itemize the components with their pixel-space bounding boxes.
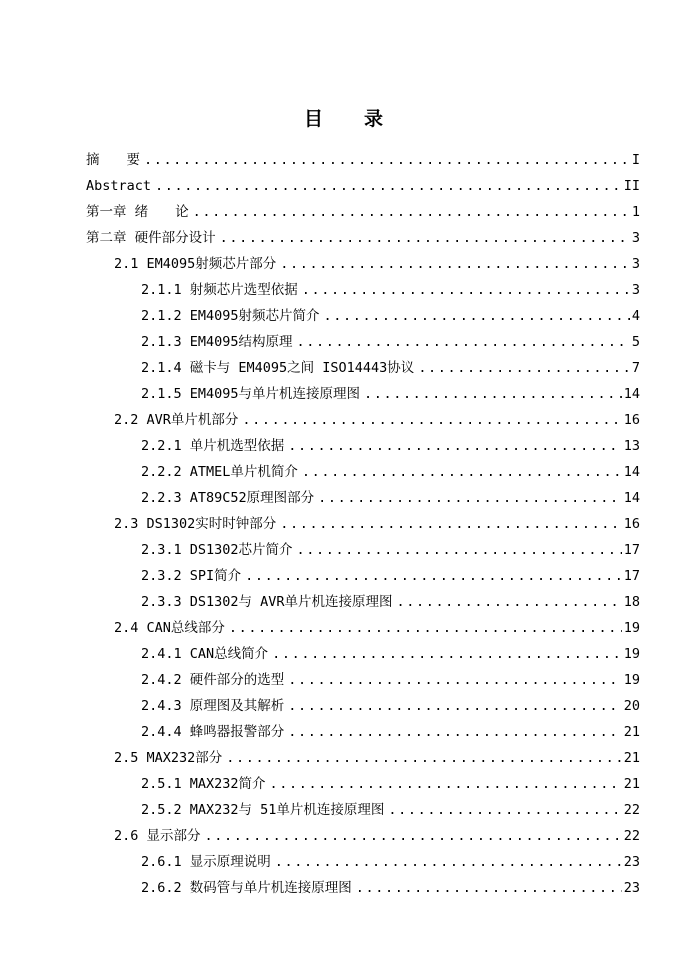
toc-entry[interactable] <box>0 589 688 615</box>
toc-dot-leader <box>388 797 621 823</box>
title-char-right: 录 <box>364 108 385 130</box>
toc-entry[interactable] <box>0 485 688 511</box>
toc-entry-row <box>141 355 640 381</box>
toc-entry[interactable] <box>0 407 688 433</box>
toc-entry[interactable] <box>0 719 688 745</box>
toc-page-number: 19 <box>622 615 640 641</box>
toc-page-number: 17 <box>622 563 640 589</box>
toc-entry-row <box>141 277 640 303</box>
toc-page-number: 1 <box>630 199 640 225</box>
toc-entry-label: Abstract <box>86 173 155 199</box>
toc-entry-label: 2.4.2 硬件部分的选型 <box>141 667 288 693</box>
toc-entry-label: 2.2 AVR单片机部分 <box>114 407 242 433</box>
toc-entry[interactable] <box>0 615 688 641</box>
toc-dot-leader <box>229 615 622 641</box>
toc-entry[interactable] <box>0 537 688 563</box>
toc-entry[interactable] <box>0 381 688 407</box>
toc-entry-label: 2.1.4 磁卡与 EM4095之间 ISO14443协议 <box>141 355 418 381</box>
toc-entry-row <box>114 615 640 641</box>
toc-entry[interactable] <box>0 251 688 277</box>
toc-entry-label: 第一章 绪 论 <box>86 199 193 225</box>
toc-entry[interactable] <box>0 199 688 225</box>
toc-entry[interactable] <box>0 875 688 901</box>
toc-page-number: 16 <box>622 511 640 537</box>
toc-entry[interactable] <box>0 355 688 381</box>
toc-entry-label: 2.1.3 EM4095结构原理 <box>141 329 297 355</box>
toc-dot-leader <box>280 251 630 277</box>
toc-dot-leader <box>220 225 630 251</box>
toc-entry-row <box>86 225 640 251</box>
toc-entry-row <box>141 641 640 667</box>
toc-entry-label: 摘 要 <box>86 147 144 173</box>
toc-page-number: 4 <box>630 303 640 329</box>
toc-dot-leader <box>318 485 622 511</box>
toc-entry-label: 2.5 MAX232部分 <box>114 745 226 771</box>
toc-entry-row <box>114 745 640 771</box>
toc-dot-leader <box>302 277 630 303</box>
toc-entry-label: 2.3.1 DS1302芯片简介 <box>141 537 297 563</box>
toc-entry-row <box>86 199 640 225</box>
toc-entry[interactable] <box>0 693 688 719</box>
toc-page-number: 19 <box>622 641 640 667</box>
toc-entry[interactable] <box>0 745 688 771</box>
toc-entry[interactable] <box>0 329 688 355</box>
toc-entry[interactable] <box>0 563 688 589</box>
toc-entry-row <box>141 849 640 875</box>
toc-entry[interactable] <box>0 459 688 485</box>
toc-entry-row <box>141 537 640 563</box>
toc-dot-leader <box>324 303 630 329</box>
toc-entry-label: 2.6.1 显示原理说明 <box>141 849 275 875</box>
toc-page-number: 21 <box>622 719 640 745</box>
toc-dot-leader <box>242 407 621 433</box>
toc-entry[interactable] <box>0 667 688 693</box>
toc-entry-row <box>141 797 640 823</box>
toc-entry-label: 2.2.2 ATMEL单片机简介 <box>141 459 302 485</box>
toc-entry-label: 第二章 硬件部分设计 <box>86 225 220 251</box>
toc-page-number: 13 <box>622 433 640 459</box>
toc-dot-leader <box>275 849 622 875</box>
toc-dot-leader <box>418 355 630 381</box>
toc-page-number: 20 <box>622 693 640 719</box>
toc-entry[interactable] <box>0 277 688 303</box>
toc-entry-row <box>114 251 640 277</box>
toc-page-number: 14 <box>622 485 640 511</box>
toc-page-number: 23 <box>622 875 640 901</box>
toc-entry-label: 2.6 显示部分 <box>114 823 205 849</box>
toc-entry-row <box>141 875 640 901</box>
toc-entry-row <box>141 303 640 329</box>
toc-entry[interactable] <box>0 849 688 875</box>
toc-entry-label: 2.5.1 MAX232简介 <box>141 771 270 797</box>
toc-page-number: 18 <box>622 589 640 615</box>
toc-entry-label: 2.4 CAN总线部分 <box>114 615 229 641</box>
toc-entry-row <box>114 511 640 537</box>
toc-dot-leader <box>302 459 622 485</box>
toc-entry-row <box>141 485 640 511</box>
toc-page-number: 7 <box>630 355 640 381</box>
toc-dot-leader <box>245 563 622 589</box>
toc-entry-row <box>141 433 640 459</box>
toc-page-number: 3 <box>630 277 640 303</box>
toc-entry-row <box>141 693 640 719</box>
toc-entry-row <box>141 329 640 355</box>
toc-dot-leader <box>288 667 621 693</box>
toc-entry[interactable] <box>0 225 688 251</box>
toc-page-number: 21 <box>622 771 640 797</box>
toc-dot-leader <box>144 147 630 173</box>
toc-entry[interactable] <box>0 823 688 849</box>
toc-entry[interactable] <box>0 797 688 823</box>
toc-dot-leader <box>297 329 630 355</box>
toc-page-number: 22 <box>622 823 640 849</box>
toc-entry-row <box>141 563 640 589</box>
toc-dot-leader <box>297 537 622 563</box>
toc-entry-label: 2.4.1 CAN总线简介 <box>141 641 272 667</box>
toc-entry[interactable] <box>0 147 688 173</box>
toc-page-number: 21 <box>622 745 640 771</box>
toc-dot-leader <box>280 511 621 537</box>
toc-dot-leader <box>193 199 630 225</box>
toc-entry-label: 2.5.2 MAX232与 51单片机连接原理图 <box>141 797 388 823</box>
toc-entry[interactable] <box>0 641 688 667</box>
page-title <box>0 104 688 131</box>
toc-page-number: 22 <box>622 797 640 823</box>
toc-entry-label: 2.3 DS1302实时时钟部分 <box>114 511 280 537</box>
toc-entry-label: 2.2.3 AT89C52原理图部分 <box>141 485 318 511</box>
toc-entry-label: 2.4.4 蜂鸣器报警部分 <box>141 719 288 745</box>
title-char-left: 目 <box>303 108 324 130</box>
toc-entry-row <box>114 407 640 433</box>
toc-page-number: I <box>630 147 640 173</box>
toc-page-number: 17 <box>622 537 640 563</box>
toc-dot-leader <box>272 641 622 667</box>
toc-page-number: 5 <box>630 329 640 355</box>
toc-dot-leader <box>288 693 621 719</box>
toc-page-number: 19 <box>622 667 640 693</box>
toc-page-number: 16 <box>622 407 640 433</box>
toc-entry-row <box>114 823 640 849</box>
toc-entry[interactable] <box>0 511 688 537</box>
toc-dot-leader <box>288 719 621 745</box>
toc-entry-row <box>141 589 640 615</box>
toc-dot-leader <box>155 173 622 199</box>
table-of-contents <box>0 147 688 901</box>
toc-entry-row <box>141 667 640 693</box>
toc-entry-row <box>141 381 640 407</box>
toc-dot-leader <box>226 745 621 771</box>
toc-entry-label: 2.1.5 EM4095与单片机连接原理图 <box>141 381 364 407</box>
toc-entry-label: 2.3.3 DS1302与 AVR单片机连接原理图 <box>141 589 397 615</box>
toc-entry[interactable] <box>0 173 688 199</box>
toc-page-number: 3 <box>630 251 640 277</box>
toc-entry-label: 2.4.3 原理图及其解析 <box>141 693 288 719</box>
toc-entry-row <box>141 459 640 485</box>
toc-page-number: 3 <box>630 225 640 251</box>
toc-entry-row <box>86 147 640 173</box>
toc-entry-row <box>86 173 640 199</box>
toc-dot-leader <box>270 771 622 797</box>
toc-entry[interactable] <box>0 771 688 797</box>
toc-entry-label: 2.2.1 单片机选型依据 <box>141 433 288 459</box>
toc-dot-leader <box>288 433 621 459</box>
toc-entry[interactable] <box>0 303 688 329</box>
toc-page-number: 14 <box>622 459 640 485</box>
toc-entry[interactable] <box>0 433 688 459</box>
toc-entry-label: 2.1.2 EM4095射频芯片简介 <box>141 303 324 329</box>
toc-page-number: 14 <box>622 381 640 407</box>
toc-dot-leader <box>364 381 622 407</box>
toc-entry-row <box>141 719 640 745</box>
toc-entry-label: 2.3.2 SPI简介 <box>141 563 245 589</box>
toc-entry-label: 2.1 EM4095射频芯片部分 <box>114 251 280 277</box>
toc-dot-leader <box>397 589 622 615</box>
toc-dot-leader <box>356 875 622 901</box>
toc-page-number: II <box>622 173 640 199</box>
toc-dot-leader <box>205 823 622 849</box>
toc-entry-row <box>141 771 640 797</box>
toc-entry-label: 2.1.1 射频芯片选型依据 <box>141 277 302 303</box>
toc-page-number: 23 <box>622 849 640 875</box>
toc-entry-label: 2.6.2 数码管与单片机连接原理图 <box>141 875 356 901</box>
